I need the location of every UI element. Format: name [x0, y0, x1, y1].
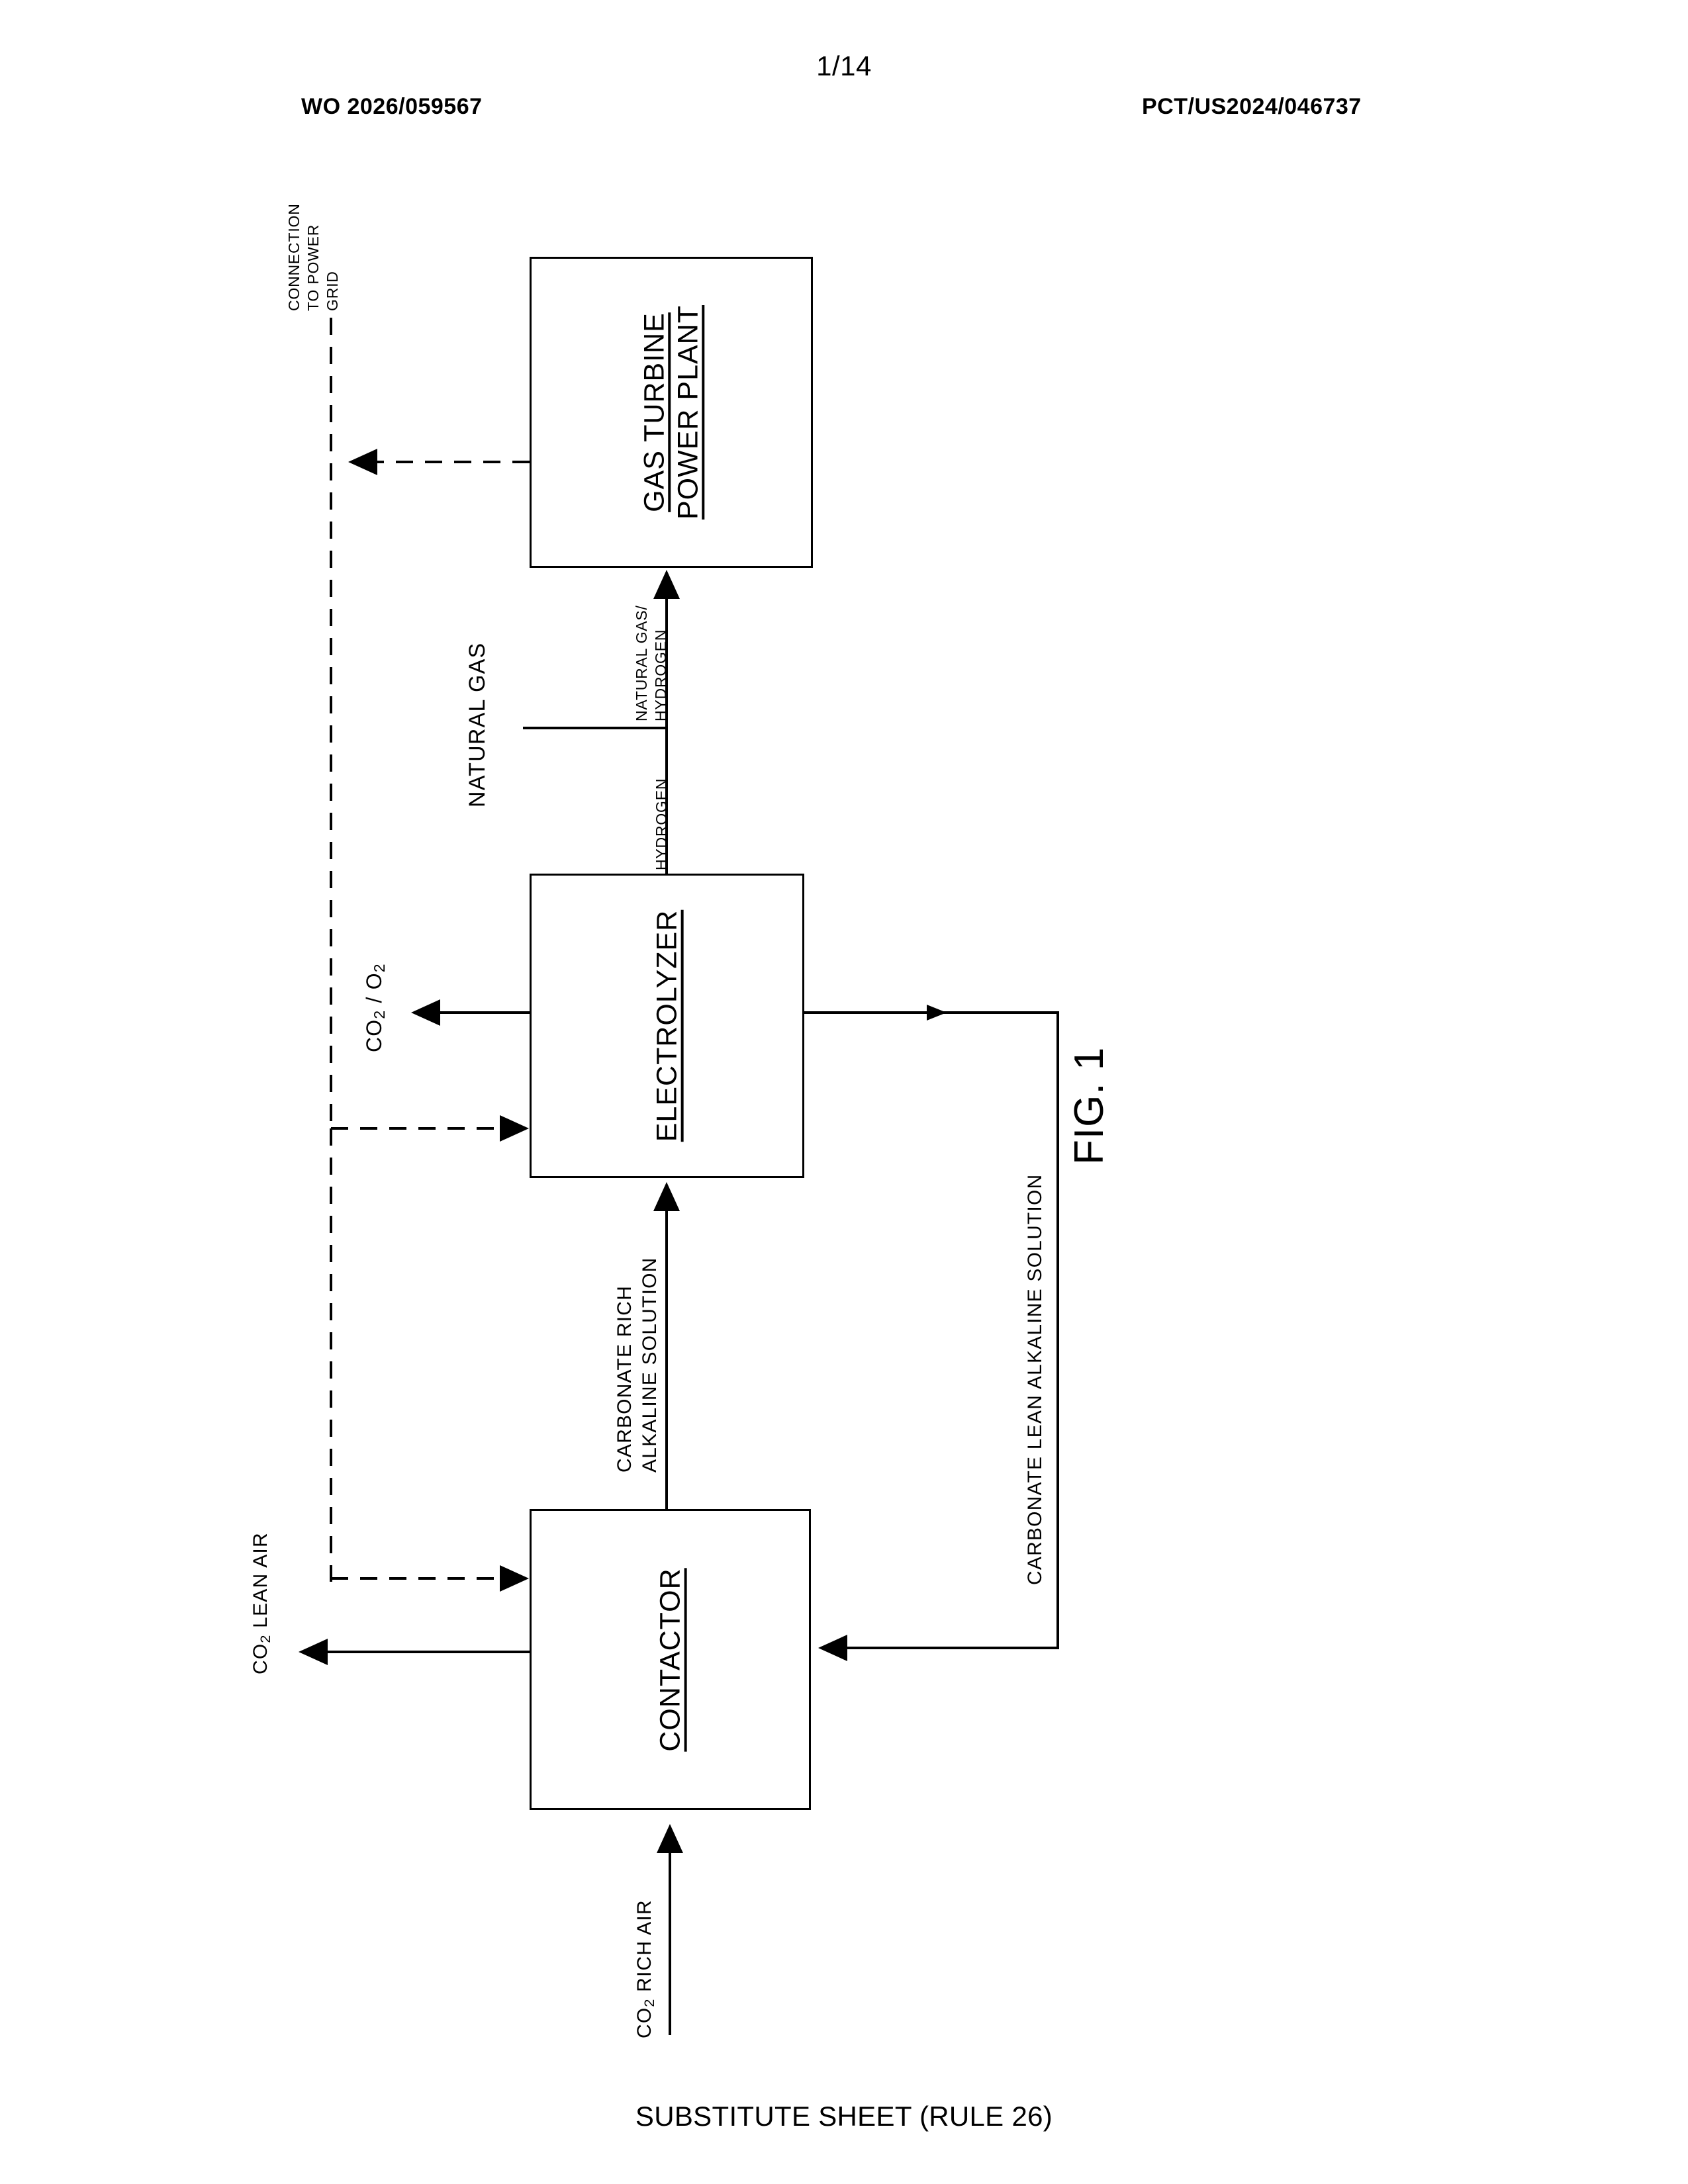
- pct-application-number: PCT/US2024/046737: [1142, 94, 1362, 119]
- flow-label-co2-rich-air: $CO_2$ RICH AIR: [633, 1899, 657, 2038]
- node-contactor: [530, 1509, 811, 1810]
- flow-label-hydrogen: HYDROGEN: [653, 778, 670, 870]
- substitute-sheet-footer: SUBSTITUTE SHEET (RULE 26): [635, 2101, 1053, 2132]
- flow-label-carbonate-lean-alkaline-solution: CARBONATE LEAN ALKALINE SOLUTION: [1024, 1173, 1046, 1585]
- node-electrolyzer-label: ELECTROLYZER: [651, 909, 683, 1142]
- flow-label-carbonate-rich-alkaline-solution: CARBONATE RICH ALKALINE SOLUTION: [614, 1257, 661, 1473]
- flow-label-co2-o2: $CO_2 / O_2$: [362, 963, 389, 1052]
- node-electrolyzer: [530, 874, 804, 1178]
- node-contactor-label: CONTACTOR: [654, 1567, 686, 1752]
- flow-label-co2-lean-air: $CO_2$ LEAN AIR: [250, 1532, 273, 1674]
- flow-label-natural-gas: NATURAL GAS: [465, 642, 490, 807]
- wo-publication-number: WO 2026/059567: [301, 94, 483, 119]
- figure-caption: FIG. 1: [1066, 1046, 1112, 1165]
- page-number: 1/14: [816, 50, 872, 81]
- node-gas-turbine-power-plant: [530, 257, 813, 568]
- flow-label-connection-to-power-grid: CONNECTION TO POWER GRID: [285, 203, 341, 311]
- node-gas-turbine-power-plant-label: GAS TURBINE POWER PLANT: [638, 305, 704, 520]
- flow-label-natural-gas-hydrogen: NATURAL GAS/ HYDROGEN: [633, 605, 669, 721]
